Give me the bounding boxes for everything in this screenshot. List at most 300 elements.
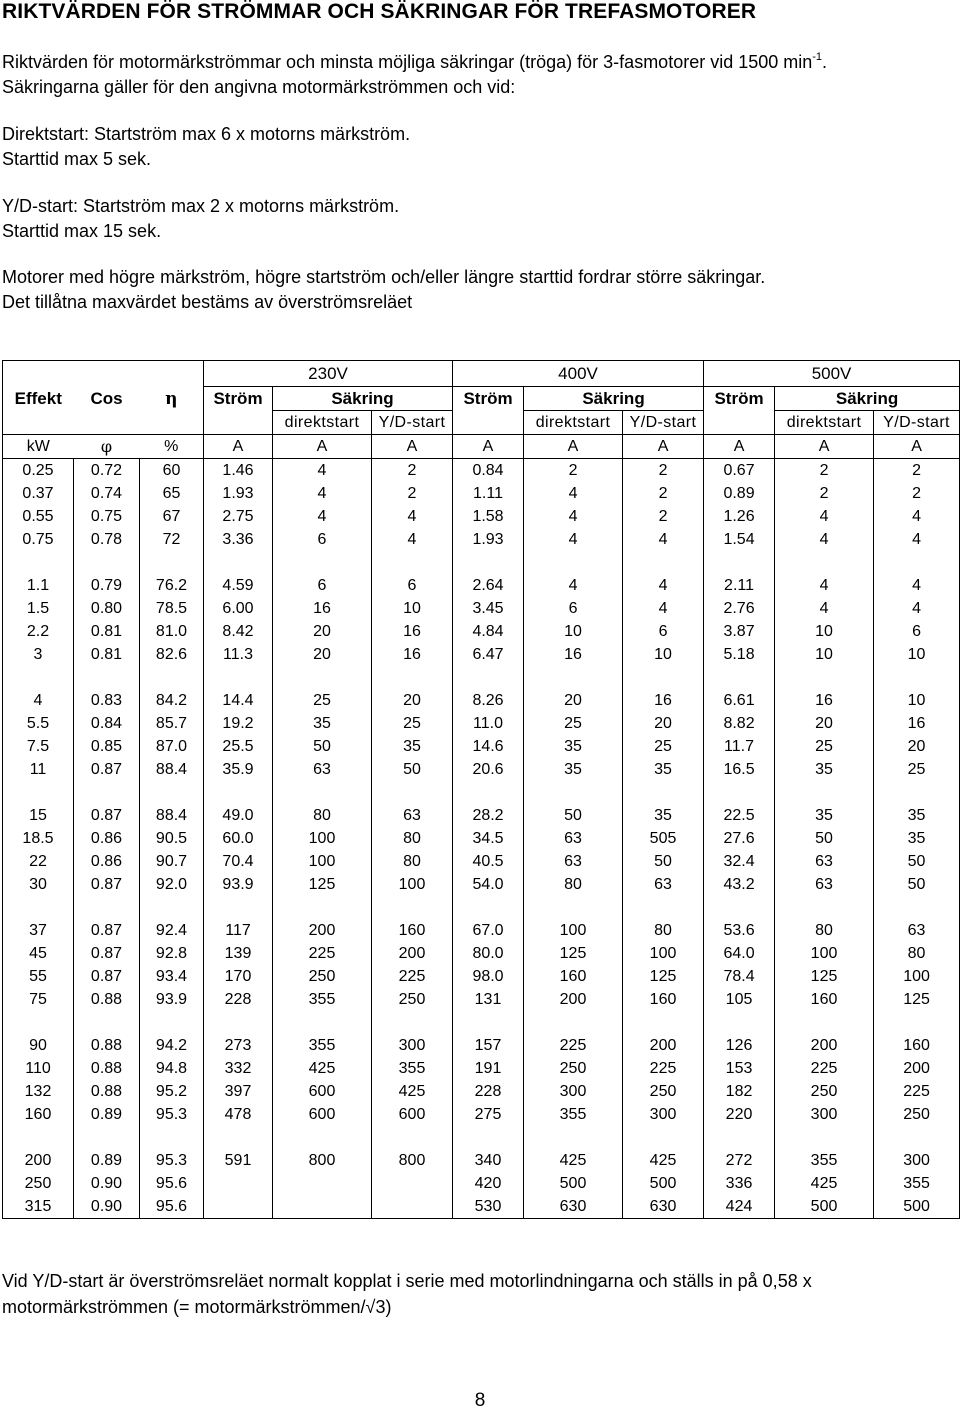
table-row	[3, 1057, 960, 1080]
table-row	[3, 505, 960, 528]
table-cell: 25	[524, 712, 623, 735]
table-cell: 64.0	[704, 942, 775, 965]
empty-cell	[524, 666, 623, 689]
table-cell: 0.83	[74, 689, 140, 712]
table-cell: 250	[524, 1057, 623, 1080]
table-row	[3, 758, 960, 781]
table-cell: 0.87	[74, 804, 140, 827]
table-cell: 228	[453, 1080, 524, 1103]
table-cell	[204, 1172, 273, 1195]
empty-cell	[273, 666, 372, 689]
table-cell: 182	[704, 1080, 775, 1103]
table-cell: 250	[3, 1172, 74, 1195]
table-cell: 93.9	[140, 988, 204, 1011]
table-cell: 93.4	[140, 965, 204, 988]
table-cell: 92.0	[140, 873, 204, 896]
table-cell: 27.6	[704, 827, 775, 850]
table-cell: 3	[3, 643, 74, 666]
table-cell: 4	[623, 574, 704, 597]
table-cell: 424	[704, 1195, 775, 1219]
sub-yd-start-230: Y/D-start	[372, 411, 453, 435]
empty-cell	[3, 666, 74, 689]
table-cell: 0.85	[74, 735, 140, 758]
table-cell: 4	[3, 689, 74, 712]
table-cell: 125	[775, 965, 874, 988]
header-spacer	[74, 361, 140, 387]
table-cell: 35	[623, 804, 704, 827]
table-row	[3, 804, 960, 827]
table-cell: 250	[775, 1080, 874, 1103]
table-cell: 630	[524, 1195, 623, 1219]
table-cell: 0.88	[74, 1057, 140, 1080]
table-cell: 0.84	[74, 712, 140, 735]
table-cell: 50	[273, 735, 372, 758]
table-cell: 50	[524, 804, 623, 827]
table-cell: 0.88	[74, 1080, 140, 1103]
table-cell: 1.1	[3, 574, 74, 597]
empty-cell	[704, 896, 775, 919]
table-cell: 30	[3, 873, 74, 896]
table-cell: 6.00	[204, 597, 273, 620]
voltage-400: 400V	[453, 361, 704, 387]
table-cell: 0.88	[74, 988, 140, 1011]
table-cell: 2	[623, 505, 704, 528]
table-cell: 25	[874, 758, 960, 781]
sub-header-row	[3, 411, 960, 435]
table-cell: 125	[623, 965, 704, 988]
table-cell: 4	[775, 505, 874, 528]
table-cell: 90.7	[140, 850, 204, 873]
empty-cell	[140, 896, 204, 919]
yd-start-paragraph	[2, 194, 399, 244]
empty-cell	[273, 781, 372, 804]
unit-cell: %	[140, 435, 204, 459]
empty-cell	[775, 1126, 874, 1149]
empty-cell	[623, 1011, 704, 1034]
page-number: 8	[474, 1390, 486, 1411]
table-cell: 250	[273, 965, 372, 988]
table-cell: 80	[874, 942, 960, 965]
table-cell: 200	[273, 919, 372, 942]
empty-cell	[74, 1126, 140, 1149]
table-cell: 505	[623, 827, 704, 850]
table-cell: 2	[524, 459, 623, 483]
table-cell: 478	[204, 1103, 273, 1126]
table-cell: 4	[524, 505, 623, 528]
table-cell: 4	[874, 597, 960, 620]
table-cell: 40.5	[453, 850, 524, 873]
table-cell: 2	[775, 482, 874, 505]
note-line-2: Det tillåtna maxvärdet bestäms av överströmsreläet	[2, 292, 413, 312]
empty-cell	[273, 896, 372, 919]
table-cell: 2	[874, 482, 960, 505]
table-cell: 54.0	[453, 873, 524, 896]
table-row	[3, 712, 960, 735]
table-cell: 2	[623, 482, 704, 505]
table-row	[3, 1172, 960, 1195]
table-cell: 8.26	[453, 689, 524, 712]
table-cell: 95.3	[140, 1149, 204, 1172]
table-cell: 63	[372, 804, 453, 827]
table-cell: 80	[775, 919, 874, 942]
table-cell: 0.81	[74, 620, 140, 643]
table-cell: 0.74	[74, 482, 140, 505]
empty-cell	[453, 1126, 524, 1149]
table-cell: 88.4	[140, 758, 204, 781]
empty-cell	[775, 896, 874, 919]
table-cell: 63	[273, 758, 372, 781]
table-cell: 4	[623, 597, 704, 620]
table-cell: 275	[453, 1103, 524, 1126]
table-cell: 16	[874, 712, 960, 735]
table-cell: 425	[775, 1172, 874, 1195]
table-cell: 16.5	[704, 758, 775, 781]
table-cell: 2.2	[3, 620, 74, 643]
table-cell: 0.89	[74, 1149, 140, 1172]
table-cell: 35	[874, 827, 960, 850]
table-cell: 67.0	[453, 919, 524, 942]
table-cell: 7.5	[3, 735, 74, 758]
table-cell: 94.2	[140, 1034, 204, 1057]
table-cell: 10	[524, 620, 623, 643]
sub-direktstart-230: direktstart	[273, 411, 372, 435]
header-strom-230: Ström	[204, 387, 273, 411]
empty-cell	[273, 1011, 372, 1034]
empty-cell	[524, 781, 623, 804]
table-cell: 0.75	[74, 505, 140, 528]
table-cell: 63	[775, 850, 874, 873]
table-cell: 300	[372, 1034, 453, 1057]
table-cell: 11.7	[704, 735, 775, 758]
table-cell: 5.18	[704, 643, 775, 666]
table-cell: 78.4	[704, 965, 775, 988]
table-cell: 2.11	[704, 574, 775, 597]
table-cell: 4	[372, 528, 453, 551]
table-row	[3, 597, 960, 620]
table-cell: 0.88	[74, 1034, 140, 1057]
header-spacer	[3, 361, 74, 387]
table-cell: 20.6	[453, 758, 524, 781]
table-cell: 200	[524, 988, 623, 1011]
table-cell: 0.89	[74, 1103, 140, 1126]
empty-cell	[204, 781, 273, 804]
header-sakring-230: Säkring	[273, 387, 453, 411]
table-cell: 272	[704, 1149, 775, 1172]
table-cell: 600	[273, 1080, 372, 1103]
table-cell: 131	[453, 988, 524, 1011]
note-paragraph	[2, 265, 765, 315]
table-cell: 80	[273, 804, 372, 827]
empty-cell	[204, 1011, 273, 1034]
table-cell: 250	[623, 1080, 704, 1103]
group-spacer-row	[3, 1126, 960, 1149]
table-cell: 0.80	[74, 597, 140, 620]
table-cell: 16	[775, 689, 874, 712]
table-cell: 20	[524, 689, 623, 712]
table-cell: 250	[372, 988, 453, 1011]
table-cell: 0.79	[74, 574, 140, 597]
table-cell: 600	[273, 1103, 372, 1126]
table-cell: 50	[874, 850, 960, 873]
empty-cell	[74, 1011, 140, 1034]
table-cell: 200	[372, 942, 453, 965]
empty-cell	[453, 896, 524, 919]
table-row	[3, 620, 960, 643]
table-cell: 90.5	[140, 827, 204, 850]
table-cell: 88.4	[140, 804, 204, 827]
table-cell: 0.87	[74, 942, 140, 965]
table-cell: 98.0	[453, 965, 524, 988]
table-cell: 80	[623, 919, 704, 942]
exponent: -1	[812, 51, 823, 63]
table-cell: 4	[775, 574, 874, 597]
empty-cell	[204, 666, 273, 689]
table-cell: 336	[704, 1172, 775, 1195]
group-spacer-row	[3, 896, 960, 919]
table-row	[3, 850, 960, 873]
table-cell: 2.75	[204, 505, 273, 528]
table-cell: 22	[3, 850, 74, 873]
table-cell: 35	[273, 712, 372, 735]
empty-cell	[623, 551, 704, 574]
table-cell: 2	[775, 459, 874, 483]
table-cell: 300	[623, 1103, 704, 1126]
table-cell: 80.0	[453, 942, 524, 965]
empty-cell	[524, 1011, 623, 1034]
table-cell: 8.82	[704, 712, 775, 735]
table-cell: 315	[3, 1195, 74, 1219]
table-cell: 76.2	[140, 574, 204, 597]
empty-cell	[273, 551, 372, 574]
table-cell: 100	[775, 942, 874, 965]
table-cell: 591	[204, 1149, 273, 1172]
table-cell: 20	[273, 620, 372, 643]
table-cell: 63	[623, 873, 704, 896]
table-cell: 117	[204, 919, 273, 942]
header-spacer	[3, 411, 74, 435]
table-cell: 18.5	[3, 827, 74, 850]
table-cell: 6	[273, 574, 372, 597]
table-cell: 25	[372, 712, 453, 735]
table-cell: 0.67	[704, 459, 775, 483]
table-cell: 1.46	[204, 459, 273, 483]
table-cell: 6	[372, 574, 453, 597]
table-cell: 340	[453, 1149, 524, 1172]
empty-cell	[874, 1126, 960, 1149]
table-cell: 0.87	[74, 965, 140, 988]
table-cell: 220	[704, 1103, 775, 1126]
empty-cell	[372, 666, 453, 689]
table-cell: 94.8	[140, 1057, 204, 1080]
table-cell: 3.87	[704, 620, 775, 643]
table-cell: 70.4	[204, 850, 273, 873]
unit-cell: A	[524, 435, 623, 459]
intro-line-2: Säkringarna gäller för den angivna motormärkströmmen och vid:	[2, 77, 516, 97]
table-row	[3, 735, 960, 758]
unit-cell: kW	[3, 435, 74, 459]
table-cell: 11	[3, 758, 74, 781]
table-row	[3, 965, 960, 988]
table-row	[3, 1080, 960, 1103]
table-cell: 6.47	[453, 643, 524, 666]
table-cell: 2.64	[453, 574, 524, 597]
empty-cell	[372, 1011, 453, 1034]
table-cell: 82.6	[140, 643, 204, 666]
empty-cell	[3, 1011, 74, 1034]
table-cell: 32.4	[704, 850, 775, 873]
table-cell: 0.90	[74, 1172, 140, 1195]
table-cell: 63	[874, 919, 960, 942]
group-spacer-row	[3, 1011, 960, 1034]
table-cell: 100	[524, 919, 623, 942]
table-cell: 10	[775, 620, 874, 643]
header-spacer	[140, 411, 204, 435]
table-row	[3, 459, 960, 483]
table-cell: 397	[204, 1080, 273, 1103]
direct-start-paragraph	[2, 122, 410, 172]
table-cell: 6	[874, 620, 960, 643]
table-cell: 16	[372, 643, 453, 666]
table-cell: 250	[874, 1103, 960, 1126]
table-cell: 425	[623, 1149, 704, 1172]
table-cell: 55	[3, 965, 74, 988]
table-cell: 95.3	[140, 1103, 204, 1126]
sub-yd-start-500: Y/D-start	[874, 411, 960, 435]
empty-cell	[623, 896, 704, 919]
table-cell: 125	[874, 988, 960, 1011]
empty-cell	[874, 781, 960, 804]
table-cell: 92.4	[140, 919, 204, 942]
table-cell: 50	[775, 827, 874, 850]
table-cell: 14.4	[204, 689, 273, 712]
table-cell: 20	[775, 712, 874, 735]
table-cell: 0.84	[453, 459, 524, 483]
table-cell: 63	[524, 827, 623, 850]
table-row	[3, 1149, 960, 1172]
table-cell: 50	[874, 873, 960, 896]
table-cell: 3.45	[453, 597, 524, 620]
unit-cell: A	[372, 435, 453, 459]
table-cell: 1.5	[3, 597, 74, 620]
table-row	[3, 919, 960, 942]
table-cell: 16	[524, 643, 623, 666]
footer-note	[2, 1268, 812, 1320]
table-cell: 225	[273, 942, 372, 965]
table-cell: 20	[623, 712, 704, 735]
empty-cell	[874, 551, 960, 574]
table-cell: 800	[372, 1149, 453, 1172]
table-cell: 0.81	[74, 643, 140, 666]
table-cell: 45	[3, 942, 74, 965]
table-cell: 200	[3, 1149, 74, 1172]
table-cell: 63	[524, 850, 623, 873]
empty-cell	[704, 1011, 775, 1034]
empty-cell	[74, 551, 140, 574]
empty-cell	[524, 551, 623, 574]
empty-cell	[775, 551, 874, 574]
table-cell: 500	[874, 1195, 960, 1219]
unit-cell: A	[704, 435, 775, 459]
empty-cell	[204, 551, 273, 574]
table-cell: 10	[874, 689, 960, 712]
table-cell: 2	[623, 459, 704, 483]
empty-cell	[623, 1126, 704, 1149]
voltage-230: 230V	[204, 361, 453, 387]
header-spacer	[204, 411, 273, 435]
table-cell: 15	[3, 804, 74, 827]
table-cell: 300	[775, 1103, 874, 1126]
header-strom-500: Ström	[704, 387, 775, 411]
table-cell: 67	[140, 505, 204, 528]
table-cell: 0.37	[3, 482, 74, 505]
footer-line-1: Vid Y/D-start är överströmsreläet normalt kopplat i serie med motorlindningarna och ställs in på 0,58 x	[2, 1271, 812, 1291]
empty-cell	[74, 896, 140, 919]
empty-cell	[874, 1011, 960, 1034]
table-cell: 3.36	[204, 528, 273, 551]
group-spacer-row	[3, 781, 960, 804]
table-cell: 500	[524, 1172, 623, 1195]
table-cell: 425	[273, 1057, 372, 1080]
table-cell: 100	[372, 873, 453, 896]
table-cell: 300	[524, 1080, 623, 1103]
table-cell: 28.2	[453, 804, 524, 827]
table-cell: 16	[273, 597, 372, 620]
footer-line-2: motormärkströmmen (= motormärkströmmen/√3)	[2, 1297, 392, 1317]
table-cell: 800	[273, 1149, 372, 1172]
table-row	[3, 1103, 960, 1126]
table-row	[3, 873, 960, 896]
empty-cell	[775, 1011, 874, 1034]
empty-cell	[3, 896, 74, 919]
empty-cell	[704, 551, 775, 574]
empty-cell	[623, 666, 704, 689]
page-title: RIKTVÄRDEN FÖR STRÖMMAR OCH SÄKRINGAR FÖR TREFASMOTORER	[2, 0, 757, 23]
empty-cell	[273, 1126, 372, 1149]
intro-paragraph	[2, 50, 827, 100]
table-cell	[204, 1195, 273, 1219]
unit-cell: A	[453, 435, 524, 459]
table-cell: 1.54	[704, 528, 775, 551]
unit-cell: A	[874, 435, 960, 459]
header-spacer	[453, 411, 524, 435]
table-cell	[372, 1172, 453, 1195]
yd-start-line-2: Starttid max 15 sek.	[2, 221, 162, 241]
empty-cell	[74, 781, 140, 804]
table-cell: 65	[140, 482, 204, 505]
table-cell: 75	[3, 988, 74, 1011]
unit-cell: A	[273, 435, 372, 459]
empty-cell	[874, 896, 960, 919]
table-cell: 160	[372, 919, 453, 942]
yd-start-line-1: Y/D-start: Startström max 2 x motorns märkström.	[2, 196, 400, 216]
table-cell: 225	[372, 965, 453, 988]
table-cell: 4	[874, 574, 960, 597]
table-cell: 4	[273, 482, 372, 505]
table-cell: 160	[524, 965, 623, 988]
table-cell: 6	[623, 620, 704, 643]
table-cell: 1.26	[704, 505, 775, 528]
table-cell: 300	[874, 1149, 960, 1172]
table-row	[3, 988, 960, 1011]
table-cell: 500	[775, 1195, 874, 1219]
table-cell: 35	[775, 758, 874, 781]
table-cell: 355	[775, 1149, 874, 1172]
table-cell: 6	[524, 597, 623, 620]
table-cell: 0.72	[74, 459, 140, 483]
table-cell: 160	[775, 988, 874, 1011]
table-cell: 6	[273, 528, 372, 551]
table-cell: 35	[775, 804, 874, 827]
